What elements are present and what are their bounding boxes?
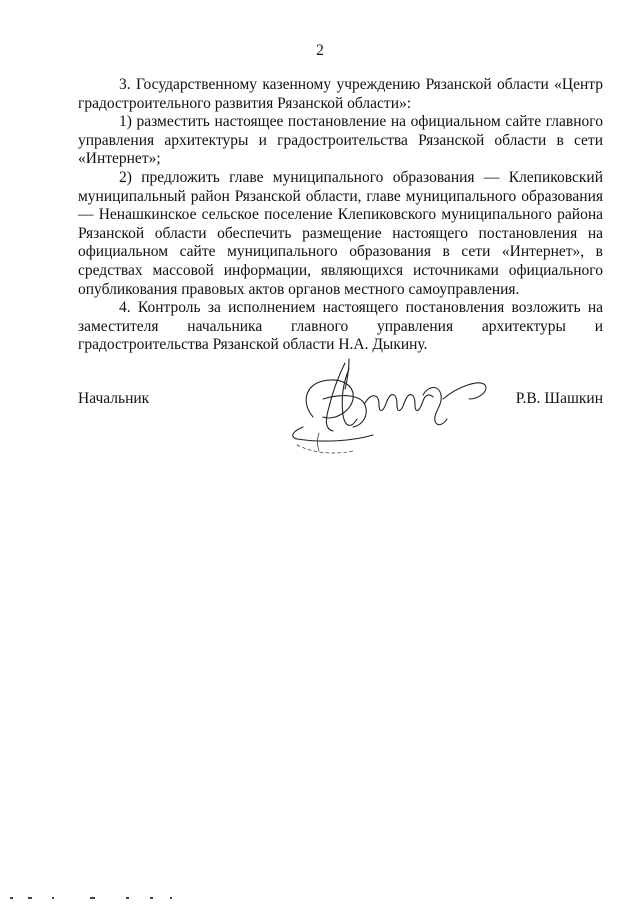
scan-edge-marks bbox=[0, 895, 640, 901]
signature-drawing bbox=[283, 355, 493, 465]
paragraph-item-3: 3. Государственному казенному учреждению Рязанской области «Центр градостроительного развития Рязанской области»: bbox=[78, 76, 603, 112]
page-number: 2 bbox=[316, 42, 324, 59]
paragraph-subitem-1: 1) разместить настоящее постановление на официальном сайте главного управления архитектуры и градостроительства Рязанской области в сети «Интернет»; bbox=[78, 113, 603, 168]
paragraph-subitem-2: 2) предложить главе муниципального образования — Клепиковский муниципальный район Рязанской области, главе муниципального образования — Ненашкинское сельское поселение Клепиковского муниципального района Рязанской области обеспечить размещение настоящего постановления на официальном сайте муниципального образования в сети «Интернет», в средствах массовой информации, являющихся источниками официального опубликования правовых актов органов местного самоуправления. bbox=[78, 168, 603, 298]
signer-position: Начальник bbox=[78, 390, 150, 407]
signer-name: Р.В. Шашкин bbox=[515, 390, 603, 407]
document-body bbox=[78, 76, 603, 355]
paragraph-item-4: 4. Контроль за исполнением настоящего постановления возложить на заместителя начальника главного управления архитектуры и градостроительства Рязанской области Н.А. Дыкину. bbox=[78, 299, 603, 354]
handwritten-signature bbox=[283, 355, 493, 465]
